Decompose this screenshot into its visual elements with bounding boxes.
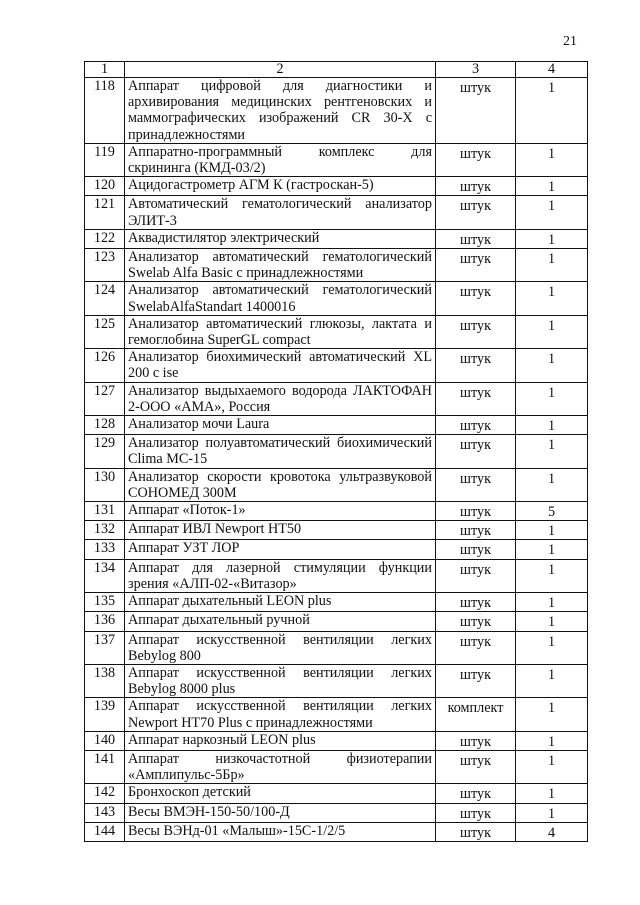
row-number: 126 [85,349,125,382]
row-number: 140 [85,731,125,750]
item-name: Аппарат цифровой для диагностики и архивирования медицинских рентгеновских и маммографических изображений CR 30-X с принадлежностями [125,78,436,144]
table-row [85,349,588,382]
quantity: 1 [516,249,588,282]
item-name: Весы ВЭНд-01 «Малыш»-15С-1/2/5 [125,822,436,841]
unit-of-measure: штук [436,502,516,521]
item-name: Аппарат дыхательный ручной [125,612,436,631]
item-name: Анализатор биохимический автоматический XL 200 с ise [125,349,436,382]
row-number: 131 [85,502,125,521]
unit-of-measure: штук [436,731,516,750]
table-row [85,540,588,559]
row-number: 118 [85,78,125,144]
row-number: 134 [85,559,125,592]
quantity: 1 [516,698,588,731]
unit-of-measure: штук [436,78,516,144]
unit-of-measure: комплект [436,698,516,731]
item-name: Аппарат низкочастотной физиотерапии «Амплипульс-5Бр» [125,750,436,783]
unit-of-measure: штук [436,196,516,229]
row-number: 129 [85,435,125,468]
table-row [85,502,588,521]
row-number: 121 [85,196,125,229]
table-row [85,468,588,501]
unit-of-measure: штук [436,612,516,631]
table-row [85,631,588,664]
table-row [85,382,588,415]
unit-of-measure: штук [436,468,516,501]
quantity: 1 [516,784,588,803]
row-number: 130 [85,468,125,501]
item-name: Автоматический гематологический анализатор ЭЛИТ-3 [125,196,436,229]
unit-of-measure: штук [436,435,516,468]
table-header-row [85,62,588,78]
quantity: 1 [516,177,588,196]
quantity: 4 [516,822,588,841]
row-number: 125 [85,315,125,348]
table-row [85,315,588,348]
quantity: 1 [516,731,588,750]
item-name: Анализатор автоматический гематологический Swelab Alfa Basic с принадлежностями [125,249,436,282]
row-number: 139 [85,698,125,731]
quantity: 1 [516,229,588,248]
quantity: 1 [516,559,588,592]
item-name: Ацидогастрометр АГМ К (гастроскан-5) [125,177,436,196]
table-row [85,784,588,803]
header-col-2: 2 [125,62,436,78]
quantity: 1 [516,196,588,229]
unit-of-measure: штук [436,593,516,612]
quantity: 1 [516,435,588,468]
item-name: Анализатор скорости кровотока ультразвуковой СОНОМЕД 300М [125,468,436,501]
row-number: 124 [85,282,125,315]
unit-of-measure: штук [436,784,516,803]
row-number: 141 [85,750,125,783]
row-number: 142 [85,784,125,803]
unit-of-measure: штук [436,822,516,841]
quantity: 1 [516,612,588,631]
quantity: 1 [516,315,588,348]
unit-of-measure: штук [436,664,516,697]
table-row [85,416,588,435]
unit-of-measure: штук [436,631,516,664]
quantity: 1 [516,631,588,664]
equipment-table [84,61,588,842]
table-row [85,282,588,315]
quantity: 1 [516,540,588,559]
table-row [85,196,588,229]
item-name: Аквадистилятор электрический [125,229,436,248]
unit-of-measure: штук [436,229,516,248]
table-row [85,435,588,468]
header-col-3: 3 [436,62,516,78]
quantity: 5 [516,502,588,521]
unit-of-measure: штук [436,177,516,196]
row-number: 132 [85,521,125,540]
row-number: 127 [85,382,125,415]
unit-of-measure: штук [436,416,516,435]
row-number: 135 [85,593,125,612]
table-row [85,177,588,196]
unit-of-measure: штук [436,349,516,382]
row-number: 136 [85,612,125,631]
row-number: 137 [85,631,125,664]
row-number: 144 [85,822,125,841]
row-number: 119 [85,143,125,176]
unit-of-measure: штук [436,282,516,315]
unit-of-measure: штук [436,540,516,559]
table-row [85,78,588,144]
item-name: Анализатор автоматический глюкозы, лактата и гемоглобина SuperGL compact [125,315,436,348]
item-name: Весы ВМЭН-150-50/100-Д [125,803,436,822]
quantity: 1 [516,78,588,144]
table-row [85,143,588,176]
unit-of-measure: штук [436,750,516,783]
header-col-1: 1 [85,62,125,78]
unit-of-measure: штук [436,249,516,282]
item-name: Аппарат искусственной вентиляции легких Bebylog 800 [125,631,436,664]
item-name: Аппарат «Поток-1» [125,502,436,521]
row-number: 120 [85,177,125,196]
item-name: Аппарат УЗТ ЛОР [125,540,436,559]
item-name: Анализатор выдыхаемого водорода ЛАКТОФАН 2-ООО «АМА», Россия [125,382,436,415]
table-row [85,559,588,592]
table-row [85,731,588,750]
table-row [85,803,588,822]
unit-of-measure: штук [436,803,516,822]
item-name: Анализатор автоматический гематологический SwelabAlfaStandart 1400016 [125,282,436,315]
table-row [85,698,588,731]
row-number: 122 [85,229,125,248]
table-row [85,229,588,248]
page-number: 21 [563,34,577,49]
row-number: 123 [85,249,125,282]
quantity: 1 [516,750,588,783]
row-number: 128 [85,416,125,435]
item-name: Аппарат дыхательный LEON plus [125,593,436,612]
quantity: 1 [516,349,588,382]
unit-of-measure: штук [436,559,516,592]
quantity: 1 [516,282,588,315]
table-row [85,822,588,841]
unit-of-measure: штук [436,382,516,415]
table-body [85,78,588,842]
table-row [85,664,588,697]
unit-of-measure: штук [436,521,516,540]
quantity: 1 [516,803,588,822]
item-name: Аппарат для лазерной стимуляции функции зрения «АЛП-02-«Витазор» [125,559,436,592]
table-row [85,593,588,612]
quantity: 1 [516,382,588,415]
quantity: 1 [516,468,588,501]
quantity: 1 [516,593,588,612]
quantity: 1 [516,664,588,697]
item-name: Анализатор полуавтоматический биохимический Clima MC-15 [125,435,436,468]
table-row [85,521,588,540]
unit-of-measure: штук [436,315,516,348]
quantity: 1 [516,416,588,435]
item-name: Аппаратно-программный комплекс для скрининга (КМД-03/2) [125,143,436,176]
row-number: 133 [85,540,125,559]
table-row [85,249,588,282]
item-name: Аппарат ИВЛ Newport HT50 [125,521,436,540]
item-name: Аппарат наркозный LEON plus [125,731,436,750]
item-name: Аппарат искусственной вентиляции легких Newport HT70 Plus с принадлежностями [125,698,436,731]
row-number: 143 [85,803,125,822]
table-row [85,750,588,783]
item-name: Аппарат искусственной вентиляции легких Bebylog 8000 plus [125,664,436,697]
table-row [85,612,588,631]
quantity: 1 [516,521,588,540]
unit-of-measure: штук [436,143,516,176]
item-name: Анализатор мочи Laura [125,416,436,435]
item-name: Бронхоскоп детский [125,784,436,803]
row-number: 138 [85,664,125,697]
quantity: 1 [516,143,588,176]
header-col-4: 4 [516,62,588,78]
